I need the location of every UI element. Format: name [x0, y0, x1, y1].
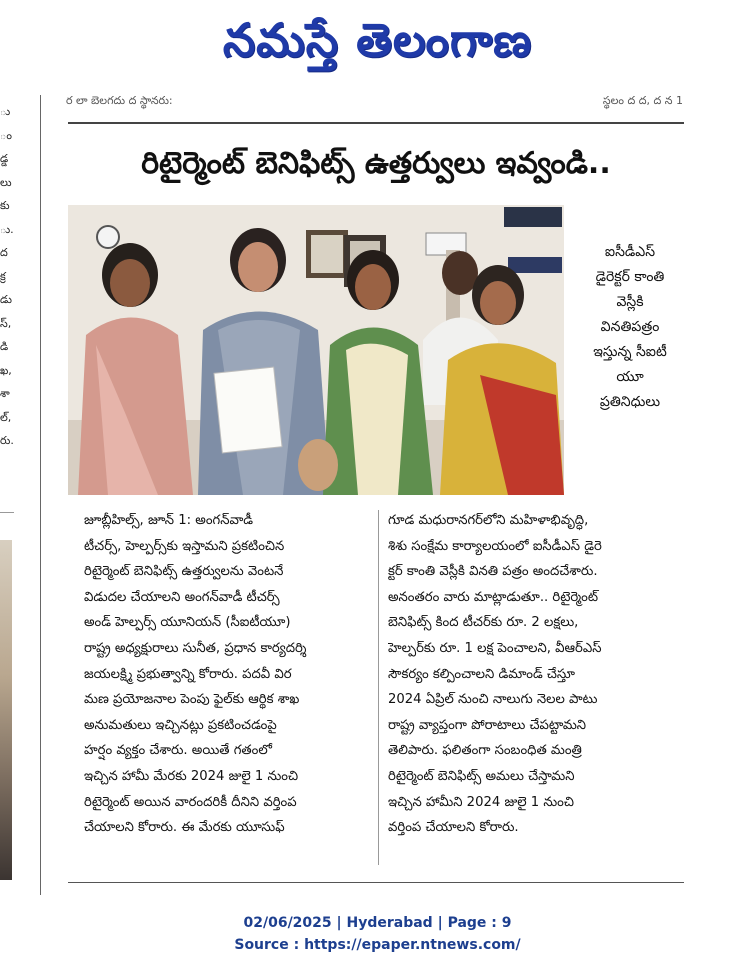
footer-date-line: 02/06/2025 | Hyderabad | Page : 9	[243, 915, 512, 931]
column-rule	[378, 510, 379, 865]
fragment: స్,	[0, 316, 12, 330]
body-line: జూబ్లీహిల్స్, జూన్ 1: అంగన్‌వాడీ	[84, 513, 254, 528]
body-line: టీచర్స్, హెల్పర్స్‌కు ఇస్తామని ప్రకటించిన	[84, 538, 285, 554]
body-line: మణ ప్రయోజనాల పెంపు ఫైల్‌కు ఆర్థిక శాఖ	[84, 692, 300, 708]
body-line: 2024 ఏప్రిల్ నుంచి నాలుగు నెలల పాటు	[388, 692, 598, 708]
fragment: ద	[0, 246, 8, 259]
fragment: శా	[0, 387, 10, 400]
fragment: డు	[0, 293, 12, 306]
fragment: ం	[0, 128, 12, 142]
body-line: గూడ మధురానగర్‌లోని మహిళాభివృద్ధి,	[388, 513, 589, 528]
body-line: క్టర్ కాంతి వెస్లీకి వినతి పత్రం అందచేశారు.	[388, 564, 598, 580]
caption-line: యూ	[616, 369, 644, 385]
body-line: రిటైర్మెంట్ అయిన వారందరికీ దీనిని వర్తింప	[84, 794, 297, 810]
column-divider	[0, 512, 14, 513]
caption-line: వినతిపత్రం	[600, 319, 660, 335]
article-column-2	[388, 508, 688, 841]
body-line: అనుమతులు ఇచ్చినట్లు ప్రకటించడంపై	[84, 717, 277, 733]
body-line: హెల్పర్‌కు రూ. 1 లక్ష పెంచాలని, వీఆర్‌ఎస్	[388, 640, 602, 656]
fragment: డి	[0, 340, 9, 353]
body-line: జయలక్ష్మి ప్రభుత్వాన్ని కోరారు. పదవీ విర	[84, 666, 292, 682]
photo-illustration	[68, 205, 564, 495]
article-headline: రిటైర్మెంట్ బెనిఫిట్స్ ఉత్తర్వులు ఇవ్వండి..	[141, 146, 611, 181]
fragment: డ్డ	[0, 152, 9, 165]
caption-line: వెస్లీకి	[616, 294, 644, 310]
article-bottom-rule	[68, 882, 684, 883]
body-line: ఇచ్చిన హామీని 2024 జులై 1 నుంచి	[388, 794, 574, 810]
body-line: రిటైర్మెంట్ బెనిఫిట్స్ అమలు చేస్తామని	[388, 768, 575, 784]
body-line: బెనిఫిట్స్ కింద టీచర్‌కు రూ. 2 లక్షలు,	[388, 615, 579, 631]
body-line: ఇచ్చిన హామీ మేరకు 2024 జులై 1 నుంచి	[84, 768, 299, 784]
fragment: ఖ,	[0, 363, 12, 377]
caption-line: ఐసీడీఎస్	[604, 244, 656, 260]
fragment: కు	[0, 199, 10, 212]
body-line: రాష్ట్ర వ్యాప్తంగా పోరాటాలు చేపట్టామని	[388, 717, 587, 733]
body-line: రిటైర్మెంట్ బెనిఫిట్స్ ఉత్తర్వులను వెంటనే	[84, 564, 284, 580]
body-line: అండ్ హెల్పర్స్ యూనియన్ (సీఐటీయూ)	[84, 615, 291, 631]
caption-line: డైరెక్టర్ కాంతి	[595, 269, 665, 285]
body-line: రాష్ట్ర అధ్యక్షురాలు సునీత, ప్రధాన కార్యదర్శి	[84, 640, 307, 656]
fragment: లు	[0, 175, 12, 189]
body-line: అనంతరం వారు మాట్లాడుతూ.. రిటైర్మెంట్	[388, 589, 599, 605]
newspaper-masthead	[0, 4, 755, 76]
body-line: చేయాలని కోరారు. ఈ మేరకు యూసుఫ్	[84, 820, 285, 836]
caption-line: ప్రతినిధులు	[599, 394, 661, 410]
masthead-title: నమస్తే తెలంగాణ	[222, 13, 533, 67]
body-line: విడుదల చేయాలని అంగన్‌వాడీ టీచర్స్	[84, 589, 280, 605]
column-rule	[40, 95, 41, 895]
body-line: శిశు సంక్షేమ కార్యాలయంలో ఐసీడీఎస్ డైరె	[388, 538, 602, 554]
article-top-rule	[68, 122, 684, 124]
fragment: ు	[0, 105, 11, 118]
fragment: క్ర	[0, 269, 6, 283]
footer-source-link[interactable]: Source : https://epaper.ntnews.com/	[234, 937, 521, 953]
page-footer	[0, 912, 755, 956]
body-line: హర్షం వ్యక్తం చేశారు. అయితే గతంలో	[84, 743, 272, 759]
body-line: సౌకర్యం కల్పించాలని డిమాండ్ చేస్తూ	[388, 666, 575, 682]
previous-article-strip-right: స్థలం ద ద, ద న 1	[602, 94, 683, 107]
photo-caption	[575, 240, 685, 415]
adjacent-column-fragments	[0, 100, 22, 500]
article-photo	[68, 205, 564, 495]
fragment: ు.	[0, 222, 14, 236]
caption-line: ఇస్తున్న సీఐటీ	[593, 344, 667, 360]
adjacent-photo	[0, 540, 12, 880]
body-line: వర్తింప చేయాలని కోరారు.	[388, 820, 519, 836]
fragment: రు.	[0, 434, 14, 447]
body-line: తెలిపారు. ఫలితంగా సంబంధిత మంత్రి	[388, 743, 582, 759]
fragment: ల్,	[0, 410, 12, 424]
article-column-1	[84, 508, 384, 841]
previous-article-strip: ర లా బెలగదు ద స్థానరు:	[66, 94, 173, 107]
